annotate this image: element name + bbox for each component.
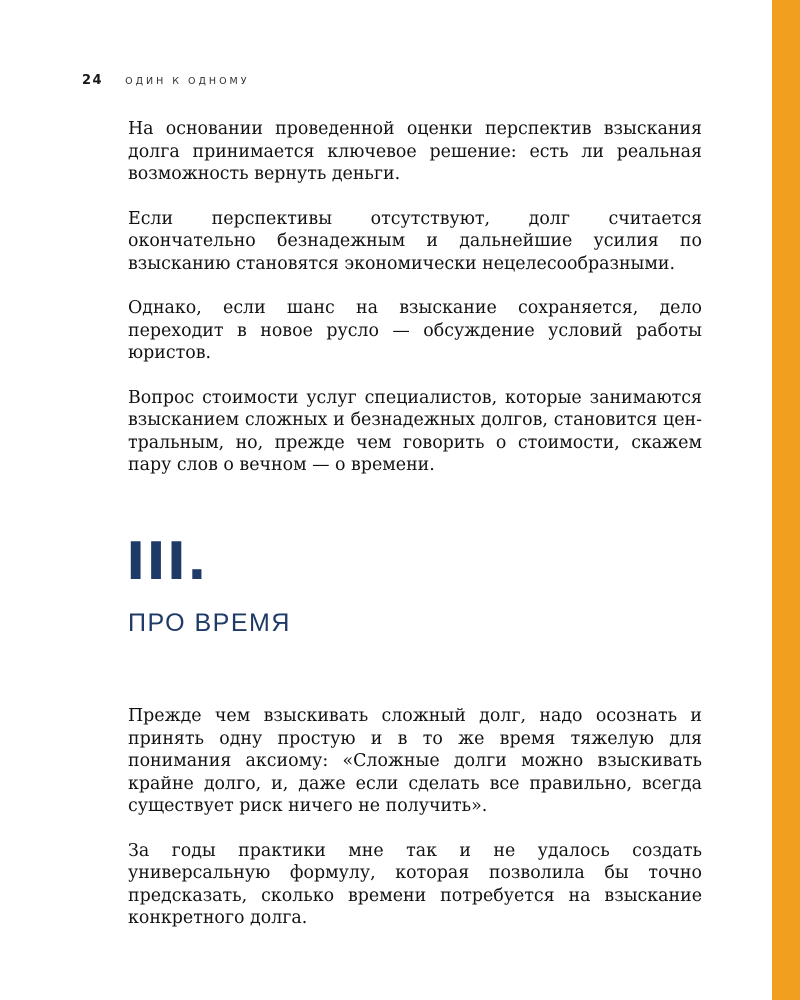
paragraph: Прежде чем взыскивать сложный долг, надо осознать и принять одну простую и в то же время тяжелую для понимания аксиому: «Сложные долги можно взыскивать крайне долго, и, даже если сделать все правильно, всегда существует риск ничего не получить». xyxy=(128,706,702,816)
page-number: 24 xyxy=(82,73,104,88)
body-text-top xyxy=(128,118,702,477)
chapter-title: ПРО ВРЕМЯ xyxy=(128,609,291,637)
book-title: ОДИН К ОДНОМУ xyxy=(125,76,250,87)
paragraph: За годы практики мне так и не удалось создать универсальную формулу, которая позволила бы точно предсказать, сколько времени потребуется на взыскание конкретного долга. xyxy=(128,840,702,928)
orange-edge-strip xyxy=(772,0,800,1000)
body-text-bottom xyxy=(128,705,702,930)
running-header xyxy=(82,73,250,88)
paragraph: Однако, если шанс на взыскание сохраняется, дело переходит в новое русло — обсуждение условий работы юристов. xyxy=(128,298,702,363)
paragraph: На основании проведенной оценки перспектив взыскания долга принимается ключевое решение: есть ли реальная возможность вернуть деньги. xyxy=(128,119,702,184)
paragraph: Если перспективы отсутствуют, долг считается окончательно безнадежным и дальнейшие усилия по взысканию становятся экономически нецелесообразными. xyxy=(128,208,702,274)
paragraph: Вопрос стоимости услуг специалистов, которые занимаются взысканием сложных и безнадежных долгов, становится центральным, но, прежде чем говорить о стоимости, скажем пару слов о вечном — о времени. xyxy=(128,387,702,475)
chapter-number: III. xyxy=(126,532,208,592)
